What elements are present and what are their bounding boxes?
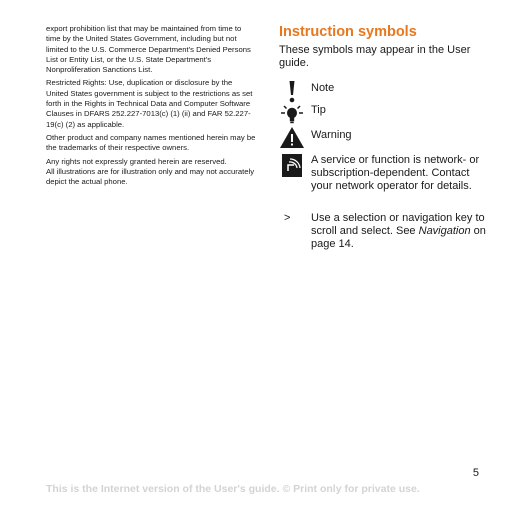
section-intro: These symbols may appear in the User guide.	[279, 44, 471, 69]
exclamation-icon	[279, 80, 305, 104]
page-number: 5	[472, 467, 479, 479]
navigation-text-suffix: on page 14.	[311, 225, 486, 250]
navigation-link[interactable]: Navigation	[418, 225, 471, 237]
lightbulb-icon	[279, 104, 305, 128]
legal-paragraph-trademarks: Other product and company names mentioned herein may be the trademarks of their respective owners.	[46, 132, 256, 153]
symbol-label-note: Note	[311, 82, 335, 94]
footer-note: This is the Internet version of the User's guide. © Print only for private use.	[46, 483, 420, 495]
navigation-text-prefix: Use a selection or navigation key to scroll and select. See	[311, 212, 485, 237]
warning-triangle-icon	[279, 126, 305, 150]
legal-paragraph-restricted-rights: Restricted Rights: Use, duplication or disclosure by the United States government is subject to the restrictions as set forth in the Rights in Technical Data and Computer Software Clauses in DFARS 252.227-7013(c) (1) (ii) and FAR 52.227-19(c) (2) as applicable.	[46, 78, 253, 129]
navigation-arrow-icon: >	[284, 212, 291, 224]
symbol-label-tip: Tip	[311, 104, 326, 116]
legal-paragraph-illustrations: All illustrations are for illustration only and may not accurately depict the actual phone.	[46, 166, 255, 187]
legal-notice-column	[46, 24, 256, 190]
symbol-label-navigation	[311, 212, 491, 251]
legal-paragraph-export: export prohibition list that may be maintained from time to time by the United States Government, including but not limited to the U.S. Commerce Department's Denied Persons List or Entity List, or the U.S. State Department's Nonproliferation Sanctions List.	[46, 24, 251, 75]
network-dependent-icon	[279, 154, 305, 178]
symbol-label-warning: Warning	[311, 129, 352, 141]
instruction-symbols-section	[279, 24, 491, 250]
legal-paragraph-rights-reserved: Any rights not expressly granted herein are reserved.	[46, 156, 227, 166]
symbol-label-network: A service or function is network- or subscription-dependent. Contact your network operator for details.	[311, 154, 480, 192]
section-title: Instruction symbols	[279, 24, 417, 40]
